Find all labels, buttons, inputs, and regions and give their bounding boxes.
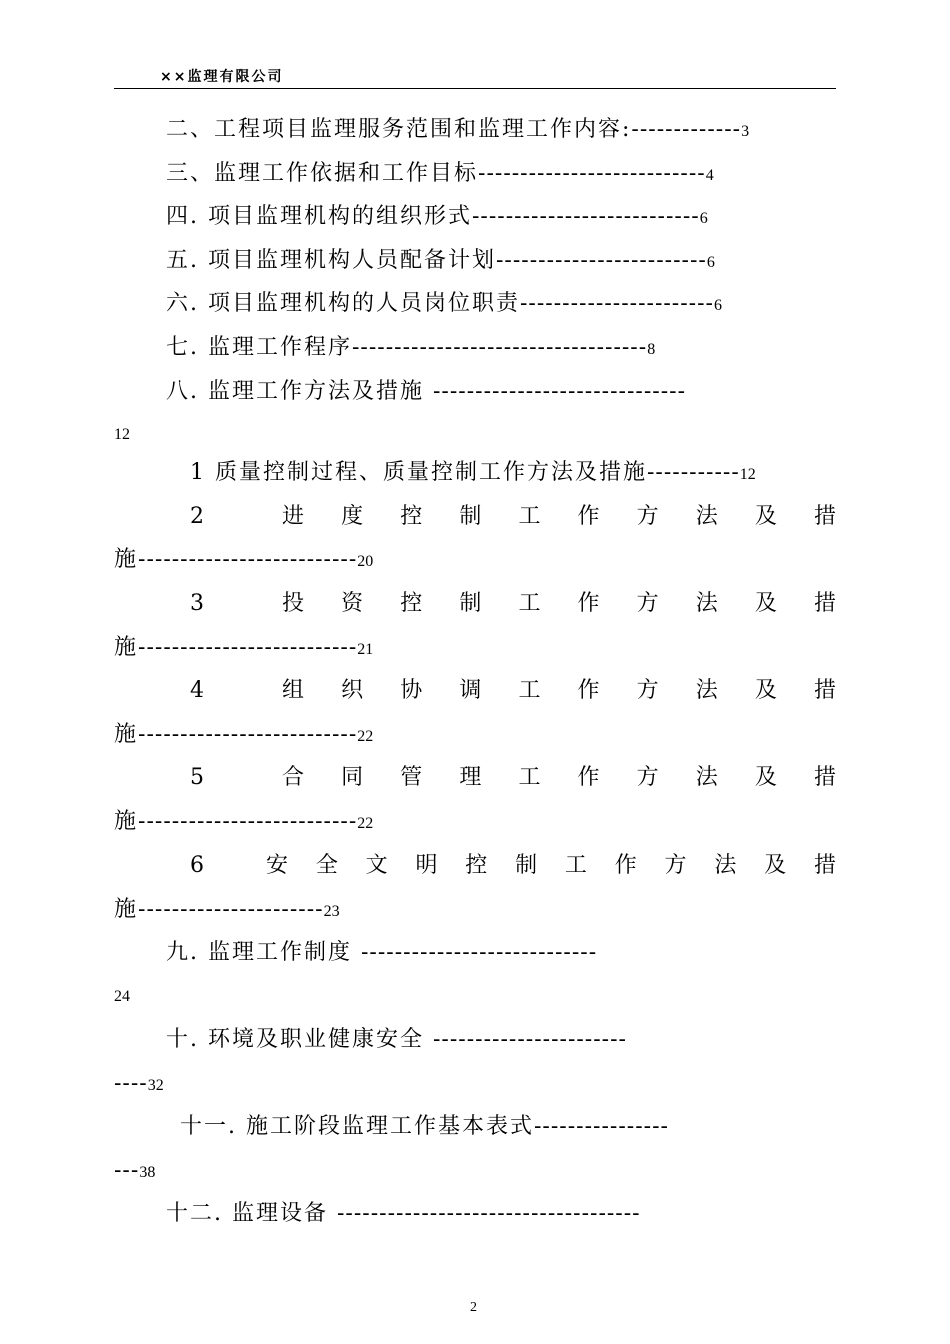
header-rule	[114, 88, 836, 89]
toc-entry[interactable]: 五. 项目监理机构人员配备计划-------------------------6	[166, 248, 715, 273]
toc-continuation: ----32	[114, 1071, 164, 1096]
toc-page-number: 24	[114, 988, 130, 1005]
toc-continuation: ---38	[114, 1158, 156, 1183]
toc-entry[interactable]: 八. 监理工作方法及措施 ------------------------------	[166, 379, 687, 404]
toc-page-number: 12	[114, 426, 130, 443]
toc-entry[interactable]: 十. 环境及职业健康安全 -----------------------	[166, 1027, 627, 1052]
toc-entry[interactable]: 二、工程项目监理服务范围和监理工作内容:-------------3	[166, 117, 750, 142]
company-header: ××监理有限公司	[160, 69, 284, 85]
toc-subentry-continuation: 施--------------------------22	[114, 722, 374, 747]
toc-subentry-continuation: 施--------------------------20	[114, 547, 374, 572]
toc-entry[interactable]: 十一. 施工阶段监理工作基本表式----------------	[180, 1114, 669, 1139]
toc-subentry-number: 6	[190, 853, 206, 878]
toc-subentry-text[interactable]: 安 全 文 明 控 制 工 作 方 法 及 措	[266, 853, 836, 878]
toc-subentry[interactable]: 1 质量控制过程、质量控制工作方法及措施-----------12	[190, 460, 756, 485]
toc-subentry-text[interactable]: 进 度 控 制 工 作 方 法 及 措	[282, 504, 836, 529]
toc-subentry-continuation: 施--------------------------21	[114, 635, 374, 660]
toc-entry[interactable]: 四. 项目监理机构的组织形式---------------------------6	[166, 204, 708, 229]
toc-entry[interactable]: 九. 监理工作制度 ----------------------------	[166, 940, 598, 965]
toc-subentry-text[interactable]: 合 同 管 理 工 作 方 法 及 措	[282, 765, 836, 790]
toc-subentry-number: 4	[190, 678, 206, 703]
toc-subentry-number: 2	[190, 504, 206, 529]
page-number: 2	[470, 1300, 477, 1315]
toc-entry[interactable]: 七. 监理工作程序-----------------------------------8	[166, 335, 656, 360]
toc-subentry-continuation: 施----------------------23	[114, 897, 340, 922]
toc-entry[interactable]: 六. 项目监理机构的人员岗位职责-----------------------6	[166, 291, 722, 316]
toc-subentry-text[interactable]: 组 织 协 调 工 作 方 法 及 措	[282, 678, 836, 703]
toc-subentry-text[interactable]: 投 资 控 制 工 作 方 法 及 措	[282, 591, 836, 616]
toc-subentry-number: 3	[190, 591, 206, 616]
toc-subentry-continuation: 施--------------------------22	[114, 809, 374, 834]
toc-entry[interactable]: 三、监理工作依据和工作目标---------------------------4	[166, 161, 714, 186]
toc-entry[interactable]: 十二. 监理设备 ------------------------------------	[166, 1201, 641, 1226]
toc-subentry-number: 5	[190, 765, 206, 790]
